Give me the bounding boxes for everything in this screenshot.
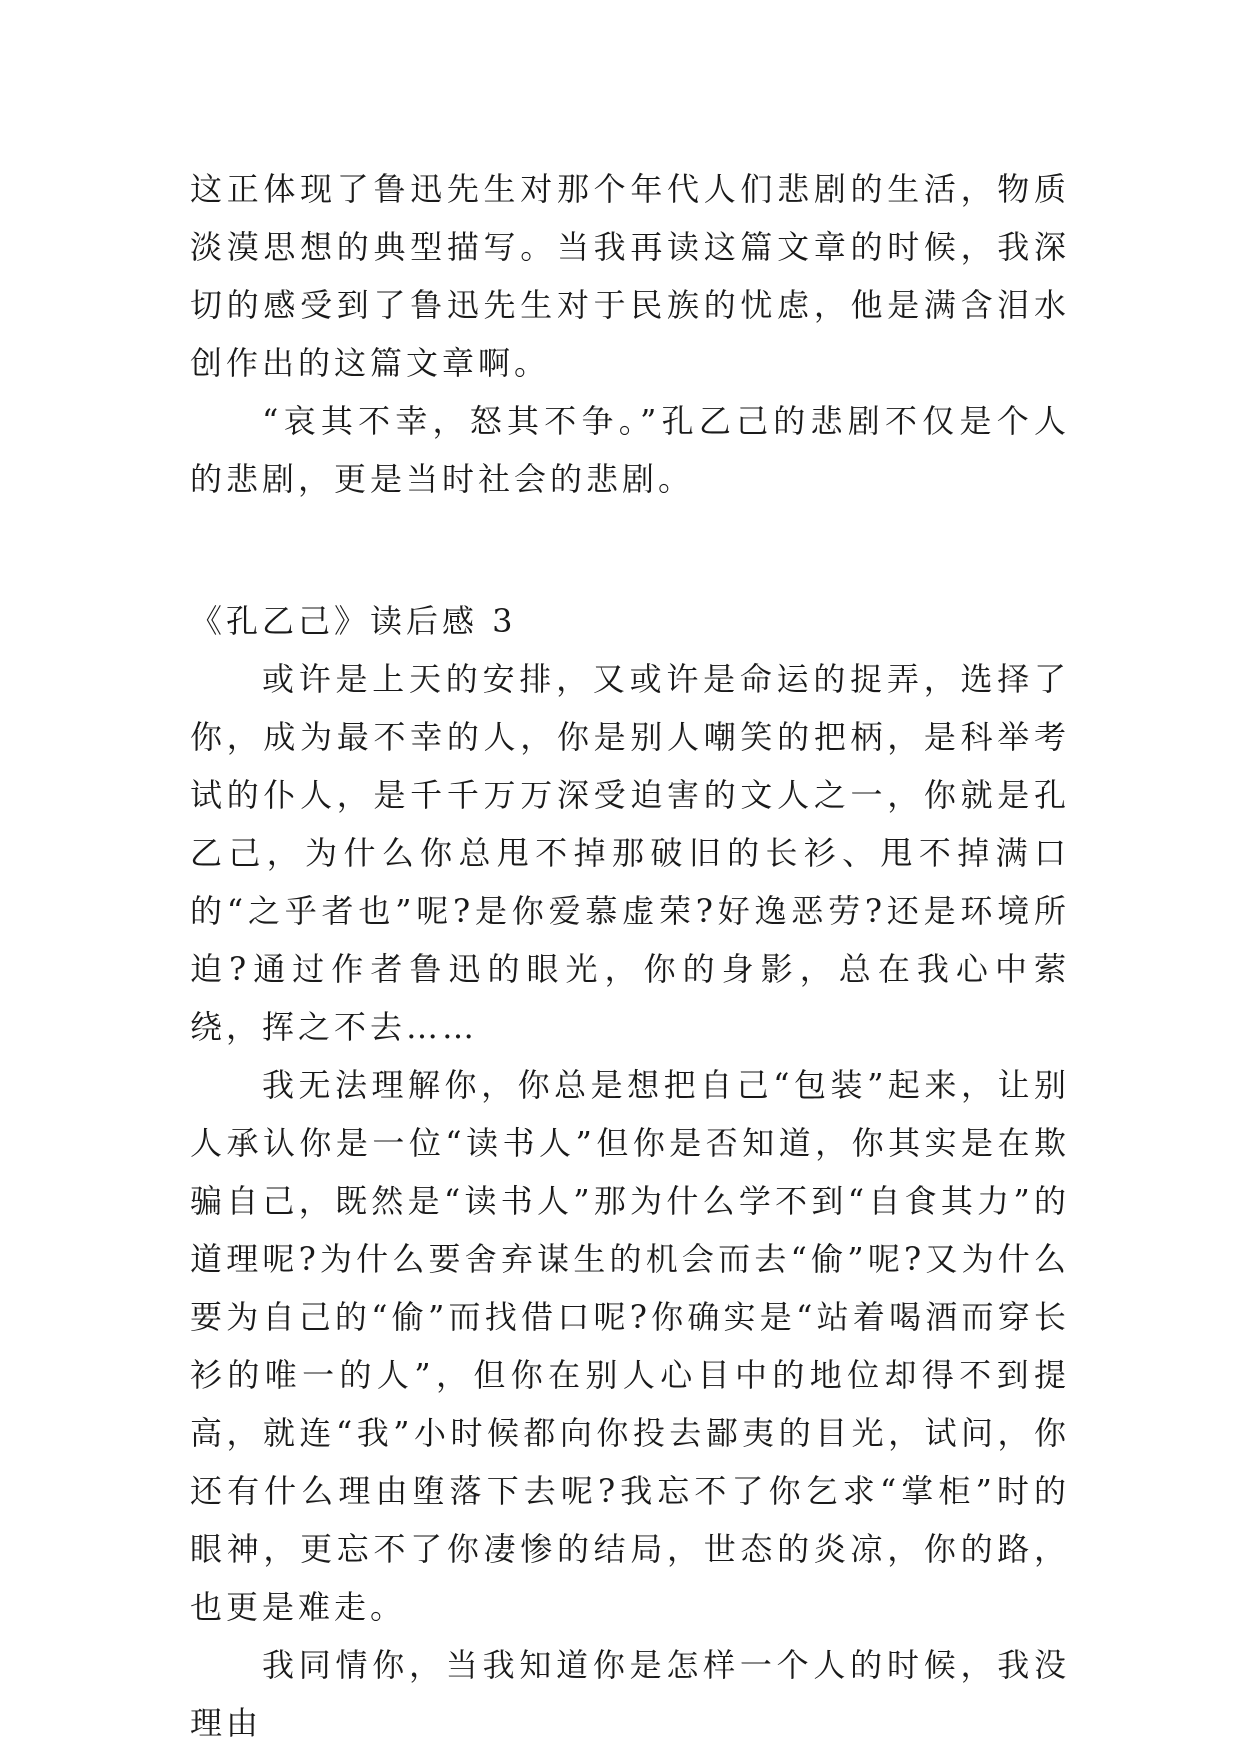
- paragraph-intro: 或许是上天的安排，又或许是命运的捉弄，选择了你，成为最不幸的人，你是别人嘲笑的把柄，是科举考试的仆人，是千千万万深受迫害的文人之一，你就是孔乙己，为什么你总甩不掉那破旧的长衫、甩不掉满口的“之乎者也”呢?是你爱慕虚荣?好逸恶劳?还是环境所迫?通过作者鲁迅的眼光，你的身影，总在我心中萦绕，挥之不去……: [190, 660, 1070, 1046]
- section-title: 《孔乙己》读后感 3: [190, 602, 517, 640]
- document-page: [190, 160, 1070, 1752]
- section-spacer: [190, 508, 1070, 592]
- paragraph-critique: 我无法理解你，你总是想把自己“包装”起来，让别人承认你是一位“读书人”但你是否知道，你其实是在欺骗自己，既然是“读书人”那为什么学不到“自食其力”的道理呢?为什么要舍弃谋生的机会而去“偷”呢?又为什么要为自己的“偷”而找借口呢?你确实是“站着喝酒而穿长衫的唯一的人”，但你在别人心目中的地位却得不到提高，就连“我”小时候都向你投去鄙夷的目光，试问，你还有什么理由堕落下去呢?我忘不了你乞求“掌柜”时的眼神，更忘不了你凄惨的结局，世态的炎凉，你的路，也更是难走。: [190, 1066, 1070, 1626]
- paragraph-quote: “哀其不幸，怒其不争。”孔乙己的悲剧不仅是个人的悲剧，更是当时社会的悲剧。: [190, 402, 1070, 498]
- paragraph-sympathy: 我同情你，当我知道你是怎样一个人的时候，我没理由: [190, 1646, 1070, 1742]
- paragraph-conclusion: 这正体现了鲁迅先生对那个年代人们悲剧的生活，物质淡漠思想的典型描写。当我再读这篇文章的时候，我深切的感受到了鲁迅先生对于民族的忧虑，他是满含泪水创作出的这篇文章啊。: [190, 170, 1070, 382]
